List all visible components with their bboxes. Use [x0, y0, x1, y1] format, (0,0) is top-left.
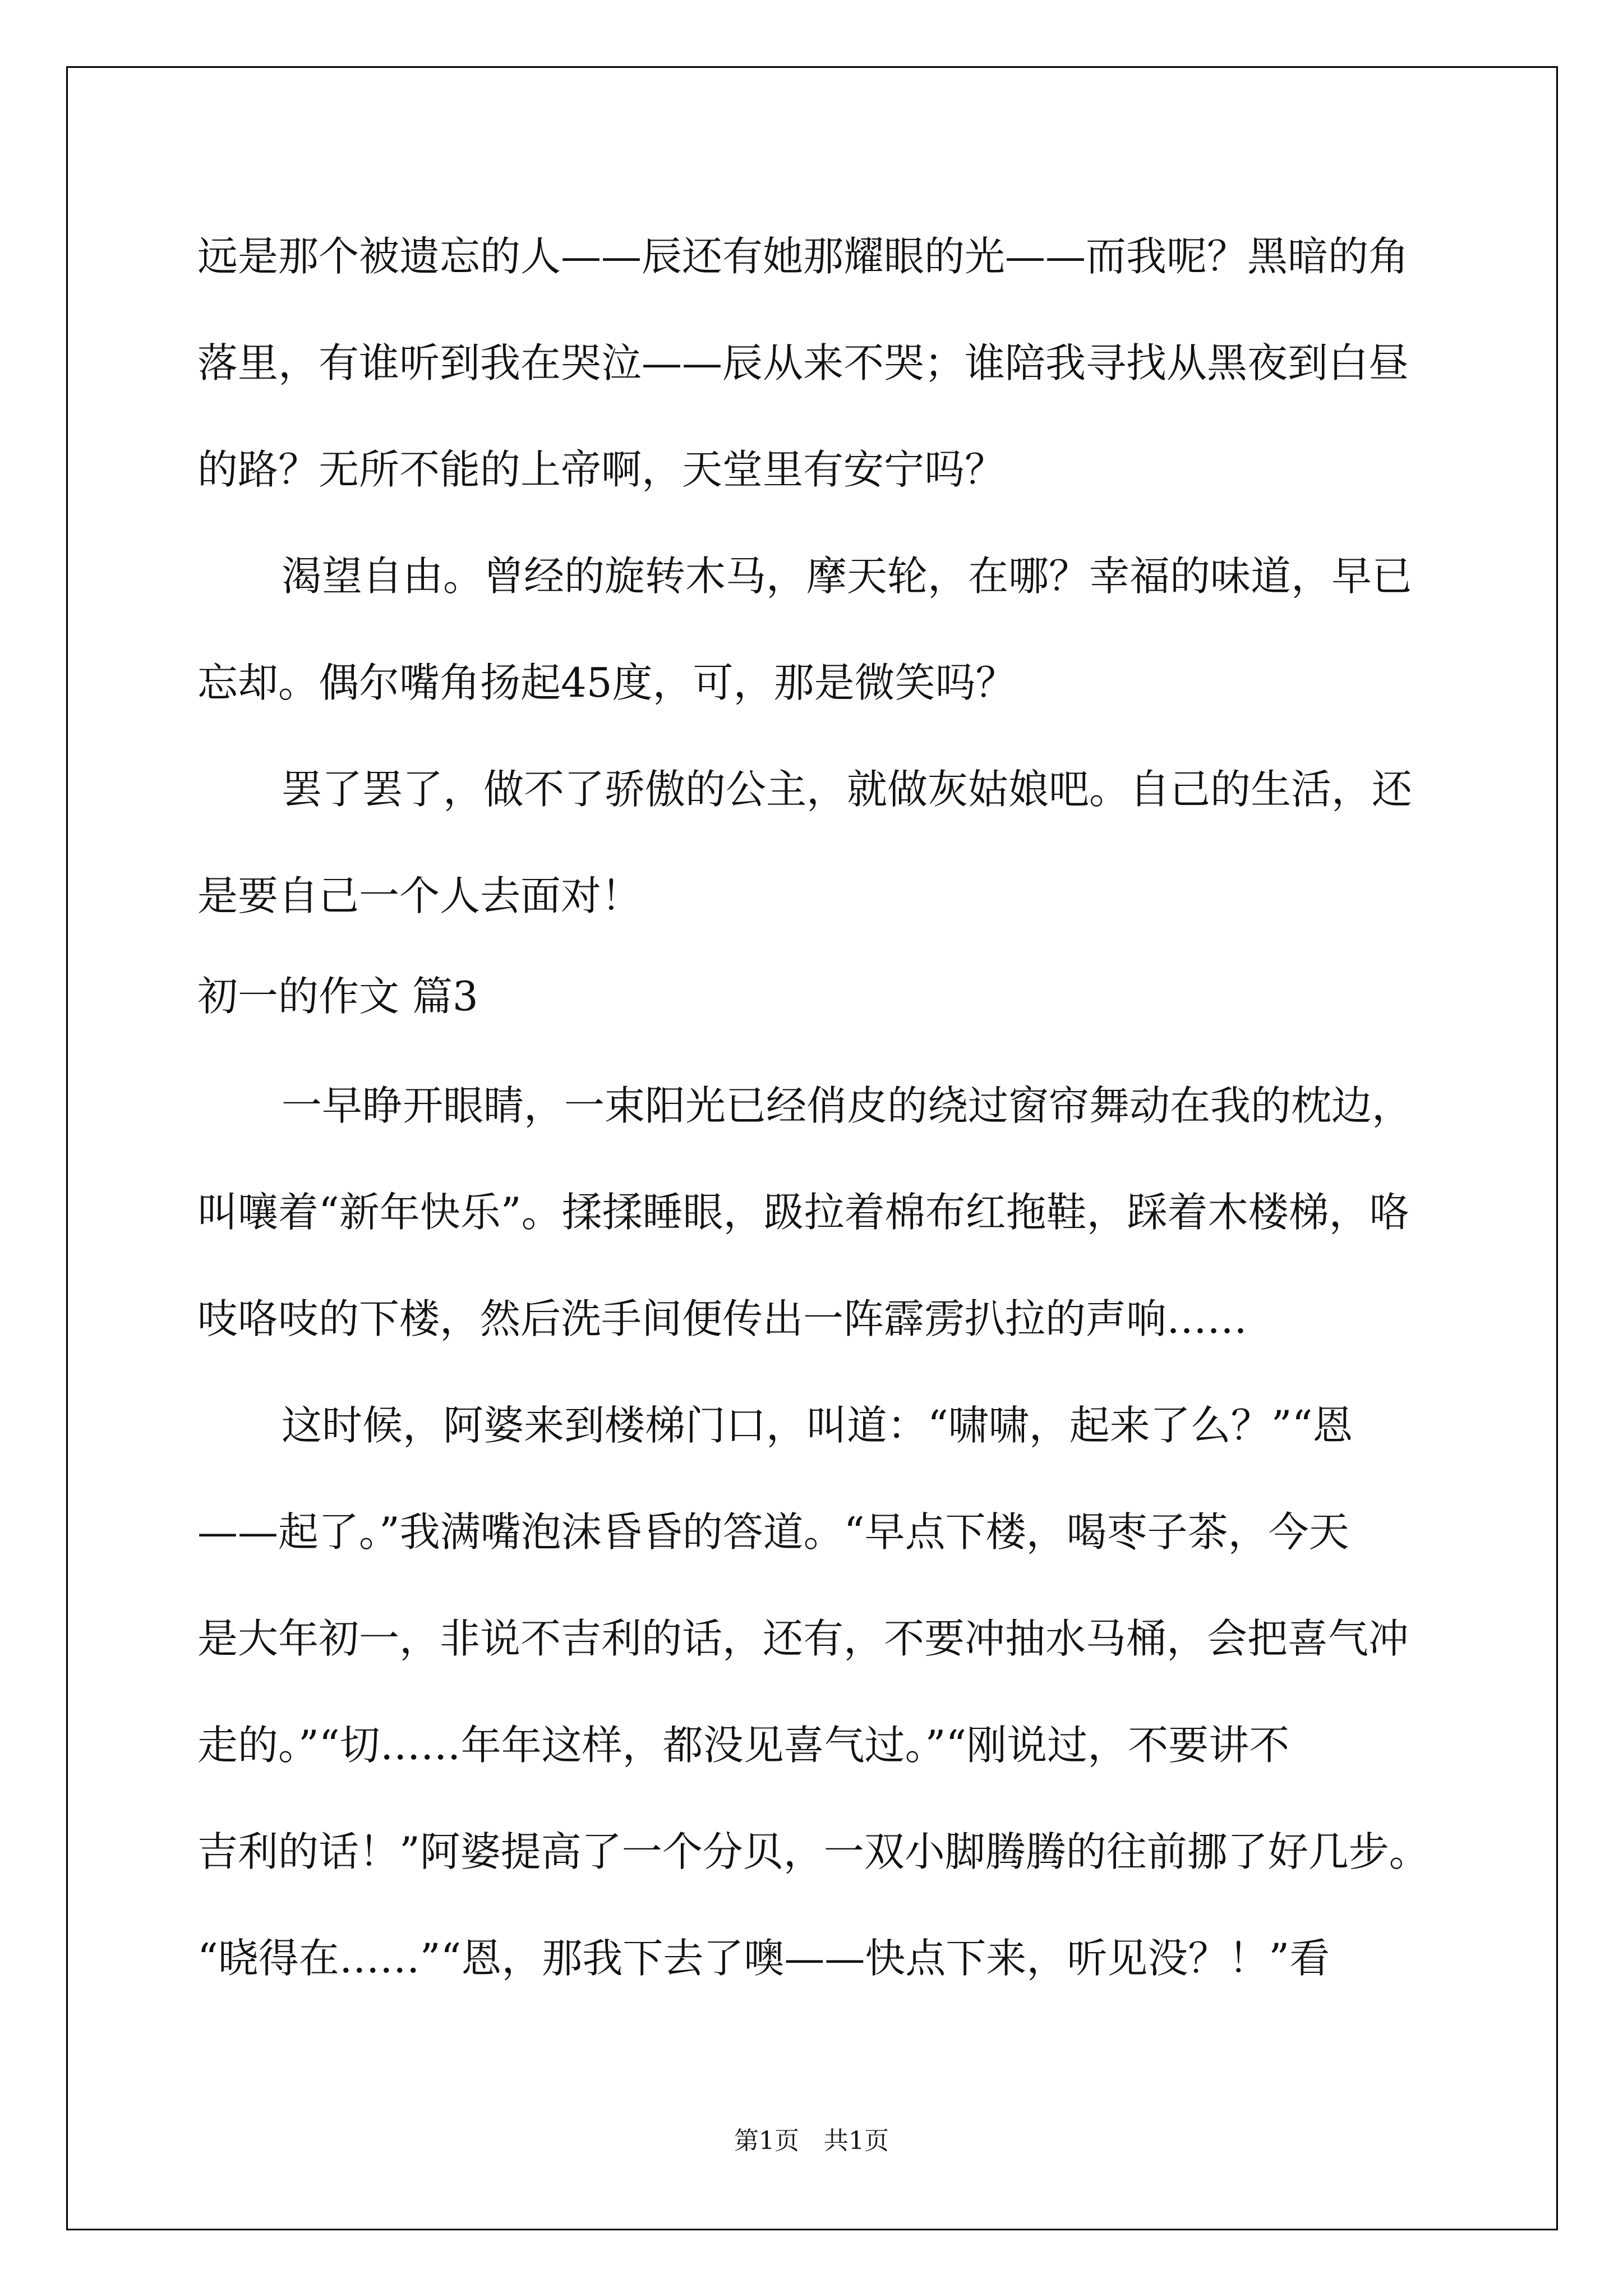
text-line: 的路？无所不能的上帝啊，天堂里有安宁吗？ [197, 446, 1006, 493]
text-line: 是大年初一，非说不吉利的话，还有，不要冲抽水马桶，会把喜气冲 [197, 1615, 1409, 1662]
text-line: 罢了罢了，做不了骄傲的公主，就做灰姑娘吧。自己的生活，还 [282, 766, 1413, 813]
page-footer: 第1页 共1页 [734, 2127, 889, 2155]
text-line: 走的。”“切……年年这样，都没见喜气过。”“刚说过，不要讲不 [197, 1722, 1290, 1769]
text-line: 渴望自由。曾经的旋转木马，摩天轮，在哪？幸福的味道，早已 [282, 553, 1413, 600]
text-line: ——起了。”我满嘴泡沫昏昏的答道。“早点下楼，喝枣子茶，今天 [197, 1508, 1349, 1556]
text-line: 远是那个被遗忘的人——辰还有她那耀眼的光——而我呢？黑暗的角 [197, 233, 1409, 280]
text-line: 忘却。偶尔嘴角扬起45度，可，那是微笑吗？ [197, 659, 1016, 706]
document-body-top [197, 203, 1470, 949]
paragraph [197, 523, 1470, 736]
text-line: 吱咯吱的下楼，然后洗手间便传出一阵霹雳扒拉的声响…… [197, 1295, 1248, 1342]
text-line: “晓得在……”“恩，那我下去了噢——快点下来，听见没？！”看 [197, 1935, 1330, 1982]
text-line: 是要自己一个人去面对！ [197, 872, 642, 919]
document-body-bottom [197, 1052, 1470, 2012]
paragraph [197, 203, 1470, 523]
text-line: 叫嚷着“新年快乐”。揉揉睡眼，趿拉着棉布红拖鞋，踩着木楼梯，咯 [197, 1189, 1410, 1236]
paragraph [197, 1052, 1470, 1372]
section-heading: 初一的作文 篇3 [197, 973, 478, 1020]
text-line: 落里，有谁听到我在哭泣——辰从来不哭；谁陪我寻找从黑夜到白昼 [197, 339, 1409, 386]
paragraph [197, 736, 1470, 949]
text-line: 一早睁开眼睛，一束阳光已经俏皮的绕过窗帘舞动在我的枕边， [282, 1082, 1413, 1129]
paragraph [197, 1372, 1470, 2012]
text-line: 这时候，阿婆来到楼梯门口，叫道：“啸啸，起来了么？”“恩 [282, 1402, 1353, 1449]
text-line: 吉利的话！”阿婆提高了一个分贝，一双小脚腾腾的往前挪了好几步。 [197, 1828, 1430, 1875]
